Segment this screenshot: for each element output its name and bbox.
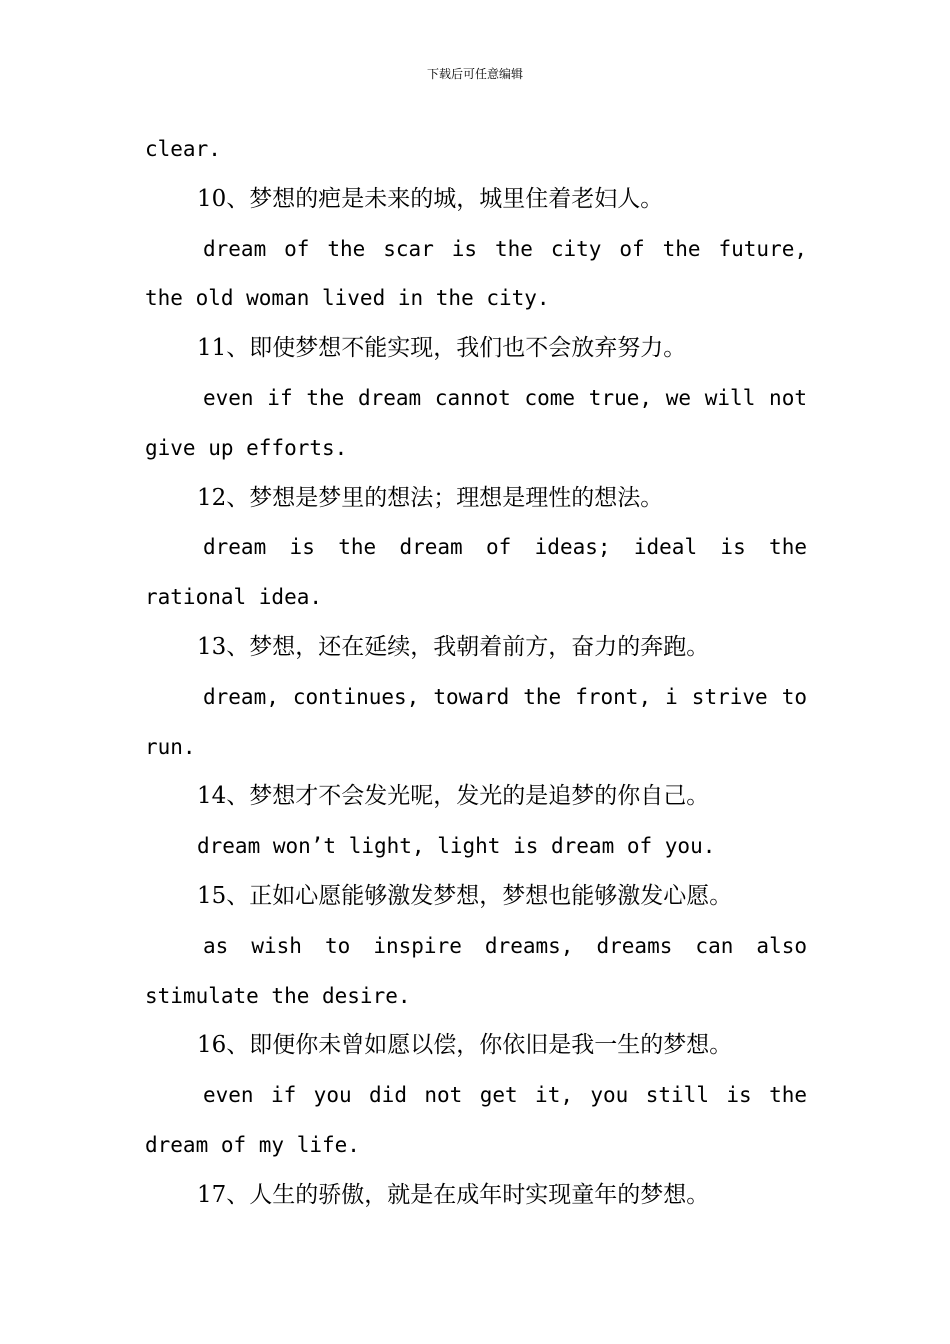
text-line: 16、即便你未曾如愿以偿，你依旧是我一生的梦想。 — [197, 1032, 733, 1059]
text-line: rational idea. — [145, 585, 323, 610]
text-line: 12、梦想是梦里的想法；理想是理性的想法。 — [197, 484, 664, 511]
page-header-note: 下载后可任意编辑 — [426, 67, 523, 81]
document-body — [145, 125, 807, 1221]
text-line: dream of my life. — [145, 1132, 360, 1157]
text-line: give up efforts. — [145, 435, 348, 460]
text-line: stimulate the desire. — [145, 983, 411, 1008]
text-line: even if the dream cannot come true, we will not — [203, 385, 807, 410]
text-line: 17、人生的骄傲，就是在成年时实现童年的梦想。 — [197, 1181, 710, 1208]
text-line: clear. — [145, 137, 221, 161]
text-line: the old woman lived in the city. — [145, 286, 550, 311]
text-line: dream of the scar is the city of the future, — [203, 236, 807, 261]
text-line: dream is the dream of ideas; ideal is the — [203, 535, 807, 560]
text-line: as wish to inspire dreams, dreams can also — [203, 933, 807, 958]
text-line: 11、即使梦想不能实现，我们也不会放弃努力。 — [197, 335, 687, 362]
text-line: 13、梦想，还在延续，我朝着前方，奋力的奔跑。 — [197, 633, 710, 660]
text-line: 15、正如心愿能够激发梦想，梦想也能够激发心愿。 — [197, 882, 733, 909]
text-line: even if you did not get it, you still is the — [203, 1083, 807, 1108]
text-line: dream, continues, toward the front, i strive to — [203, 684, 807, 709]
text-line: 14、梦想才不会发光呢，发光的是追梦的你自己。 — [197, 783, 710, 810]
text-line: dream won’t light, light is dream of you. — [197, 834, 716, 859]
text-line: run. — [145, 734, 196, 759]
text-line: 10、梦想的疤是未来的城，城里住着老妇人。 — [197, 185, 664, 212]
